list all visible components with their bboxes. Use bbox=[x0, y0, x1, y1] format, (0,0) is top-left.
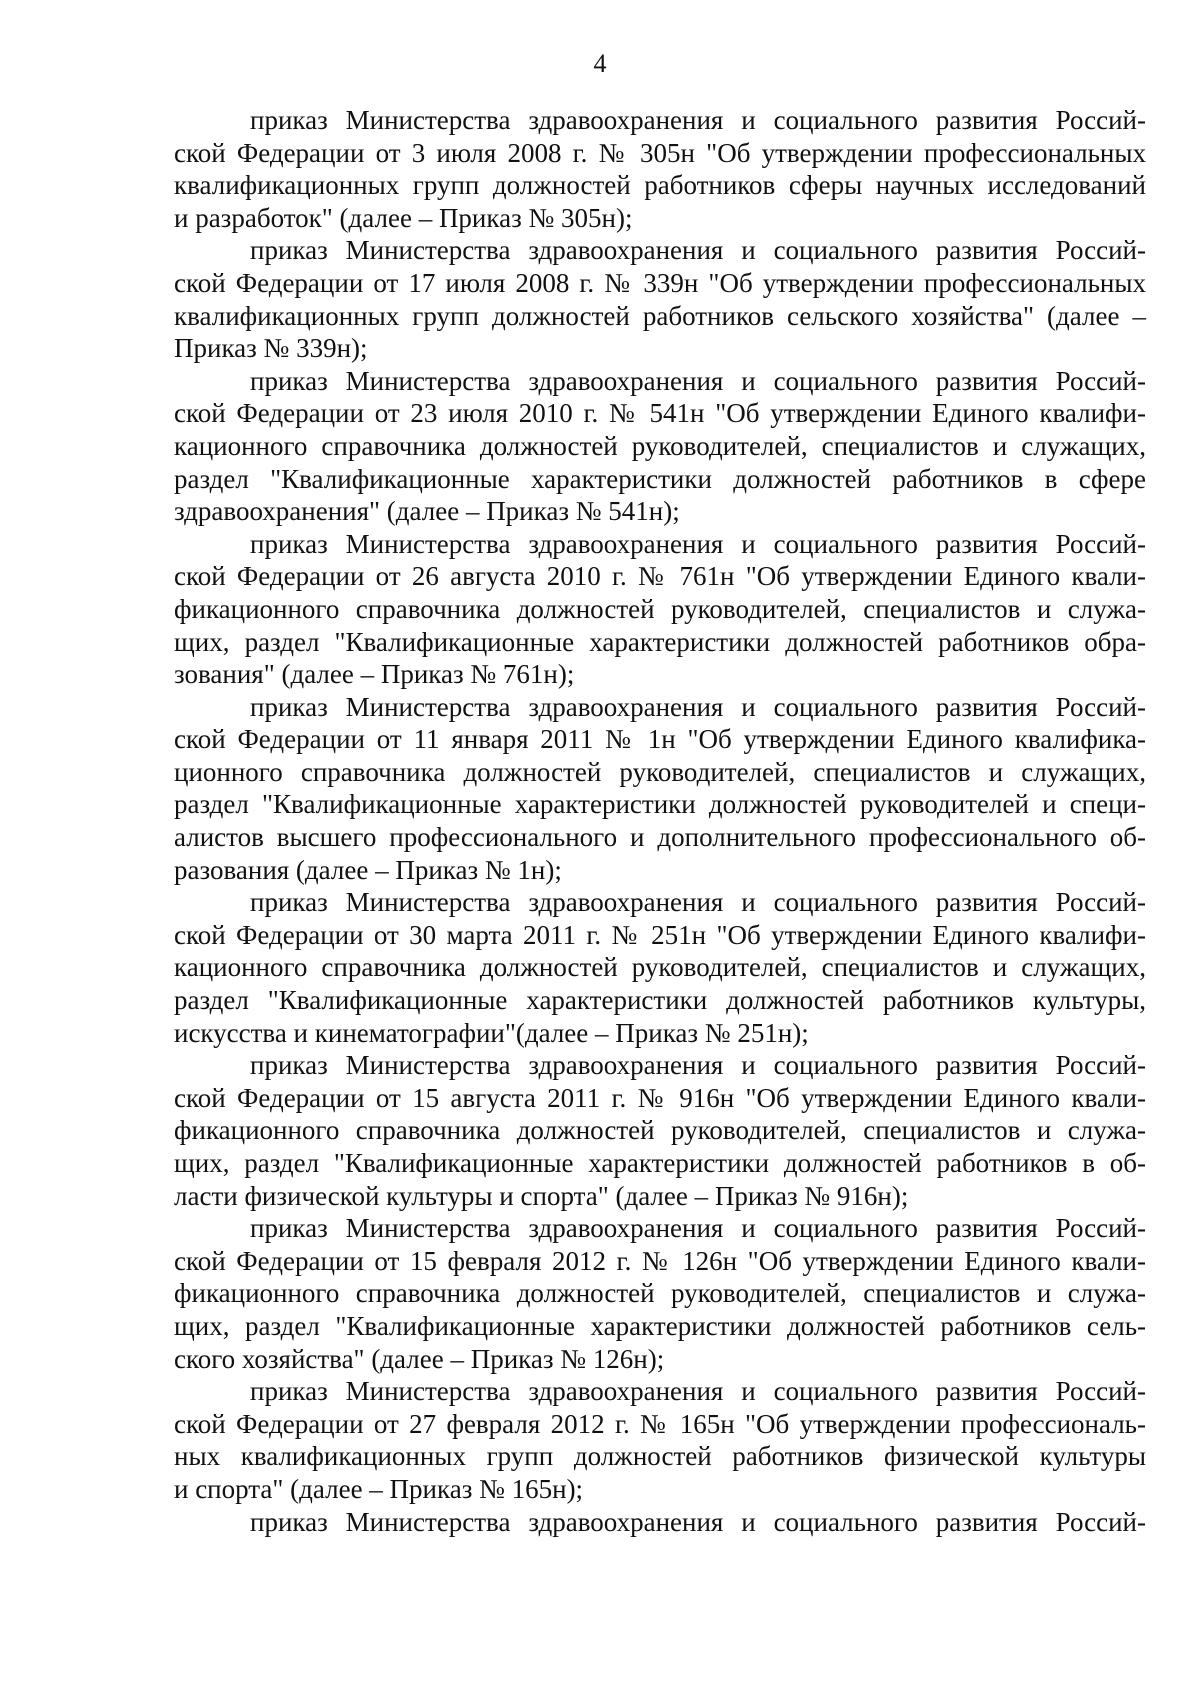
text-line: зования" (далее – Приказ № 761н); bbox=[174, 659, 575, 690]
text-line: щих, раздел "Квалификационные характеристики должностей работников сель- bbox=[174, 1310, 1146, 1341]
text-line: ского хозяйства" (далее – Приказ № 126н); bbox=[174, 1343, 665, 1374]
text-line: ных квалификационных групп должностей работников физической культуры bbox=[174, 1441, 1146, 1472]
text-line: ской Федерации от 30 марта 2011 г. № 251н "Об утверждении Единого квалифи- bbox=[174, 919, 1146, 950]
text-line: кационного справочника должностей руководителей, специалистов и служащих, bbox=[174, 952, 1146, 983]
text-line: ционного справочника должностей руководителей, специалистов и служащих, bbox=[174, 756, 1146, 787]
page-number: 4 bbox=[593, 49, 607, 78]
text-line: приказ Министерства здравоохранения и социального развития Россий- bbox=[250, 1376, 1146, 1407]
text-line: приказ Министерства здравоохранения и социального развития Россий- bbox=[250, 887, 1146, 918]
text-line: раздел "Квалификационные характеристики должностей работников культуры, bbox=[174, 985, 1146, 1016]
text-line: фикационного справочника должностей руководителей, специалистов и служа- bbox=[174, 1278, 1146, 1309]
text-line: приказ Министерства здравоохранения и социального развития Россий- bbox=[250, 105, 1146, 135]
document-body bbox=[174, 104, 1146, 1538]
text-line: и разработок" (далее – Приказ № 305н); bbox=[174, 202, 633, 233]
text-line: приказ Министерства здравоохранения и социального развития Россий- bbox=[250, 365, 1146, 396]
text-line: раздел "Квалификационные характеристики должностей работников в сфере bbox=[174, 463, 1146, 494]
text-line: алистов высшего профессионального и дополнительного профессионального об- bbox=[174, 822, 1146, 853]
text-line: ской Федерации от 11 января 2011 № 1н "Об утверждении Единого квалифика- bbox=[174, 724, 1146, 755]
text-line: ской Федерации от 23 июля 2010 г. № 541н "Об утверждении Единого квалифи- bbox=[174, 398, 1146, 429]
text-line: и спорта" (далее – Приказ № 165н); bbox=[174, 1473, 584, 1504]
text-line: ской Федерации от 15 февраля 2012 г. № 126н "Об утверждении Единого квали- bbox=[174, 1245, 1146, 1276]
text-line: ской Федерации от 3 июля 2008 г. № 305н "Об утверждении профессиональных bbox=[174, 137, 1146, 168]
text-line: приказ Министерства здравоохранения и социального развития Россий- bbox=[250, 1050, 1146, 1081]
text-line: кационного справочника должностей руководителей, специалистов и служащих, bbox=[174, 430, 1146, 461]
text-line: щих, раздел "Квалификационные характеристики должностей работников обра- bbox=[174, 626, 1146, 657]
text-line: фикационного справочника должностей руководителей, специалистов и служа- bbox=[174, 593, 1146, 624]
text-line: Приказ № 339н); bbox=[174, 333, 368, 364]
text-line: ской Федерации от 27 февраля 2012 г. № 165н "Об утверждении профессиональ- bbox=[174, 1408, 1146, 1439]
text-line: искусства и кинематографии"(далее – Приказ № 251н); bbox=[174, 1017, 809, 1048]
text-line: ской Федерации от 15 августа 2011 г. № 916н "Об утверждении Единого квали- bbox=[174, 1082, 1146, 1113]
text-line: здравоохранения" (далее – Приказ № 541н); bbox=[174, 496, 680, 527]
text-line: приказ Министерства здравоохранения и социального развития Россий- bbox=[250, 528, 1146, 559]
text-line: ской Федерации от 17 июля 2008 г. № 339н "Об утверждении профессиональных bbox=[174, 267, 1146, 298]
text-line: ласти физической культуры и спорта" (далее – Приказ № 916н); bbox=[174, 1180, 909, 1211]
text-line: приказ Министерства здравоохранения и социального развития Россий- bbox=[250, 1213, 1146, 1244]
text-line: приказ Министерства здравоохранения и социального развития Россий- bbox=[250, 691, 1146, 722]
text-line: приказ Министерства здравоохранения и социального развития Россий- bbox=[250, 1506, 1146, 1537]
text-line: раздел "Квалификационные характеристики должностей руководителей и специ- bbox=[174, 789, 1146, 820]
text-line: щих, раздел "Квалификационные характеристики должностей работников в об- bbox=[174, 1148, 1146, 1178]
text-line: приказ Министерства здравоохранения и социального развития Россий- bbox=[250, 235, 1146, 266]
text-line: ской Федерации от 26 августа 2010 г. № 761н "Об утверждении Единого квали- bbox=[174, 561, 1146, 592]
text-line: фикационного справочника должностей руководителей, специалистов и служа- bbox=[174, 1115, 1146, 1146]
text-line: разования (далее – Приказ № 1н); bbox=[174, 854, 562, 885]
text-line: квалификационных групп должностей работников сферы научных исследований bbox=[174, 170, 1146, 201]
text-line: квалификационных групп должностей работников сельского хозяйства" (далее – bbox=[174, 300, 1146, 331]
